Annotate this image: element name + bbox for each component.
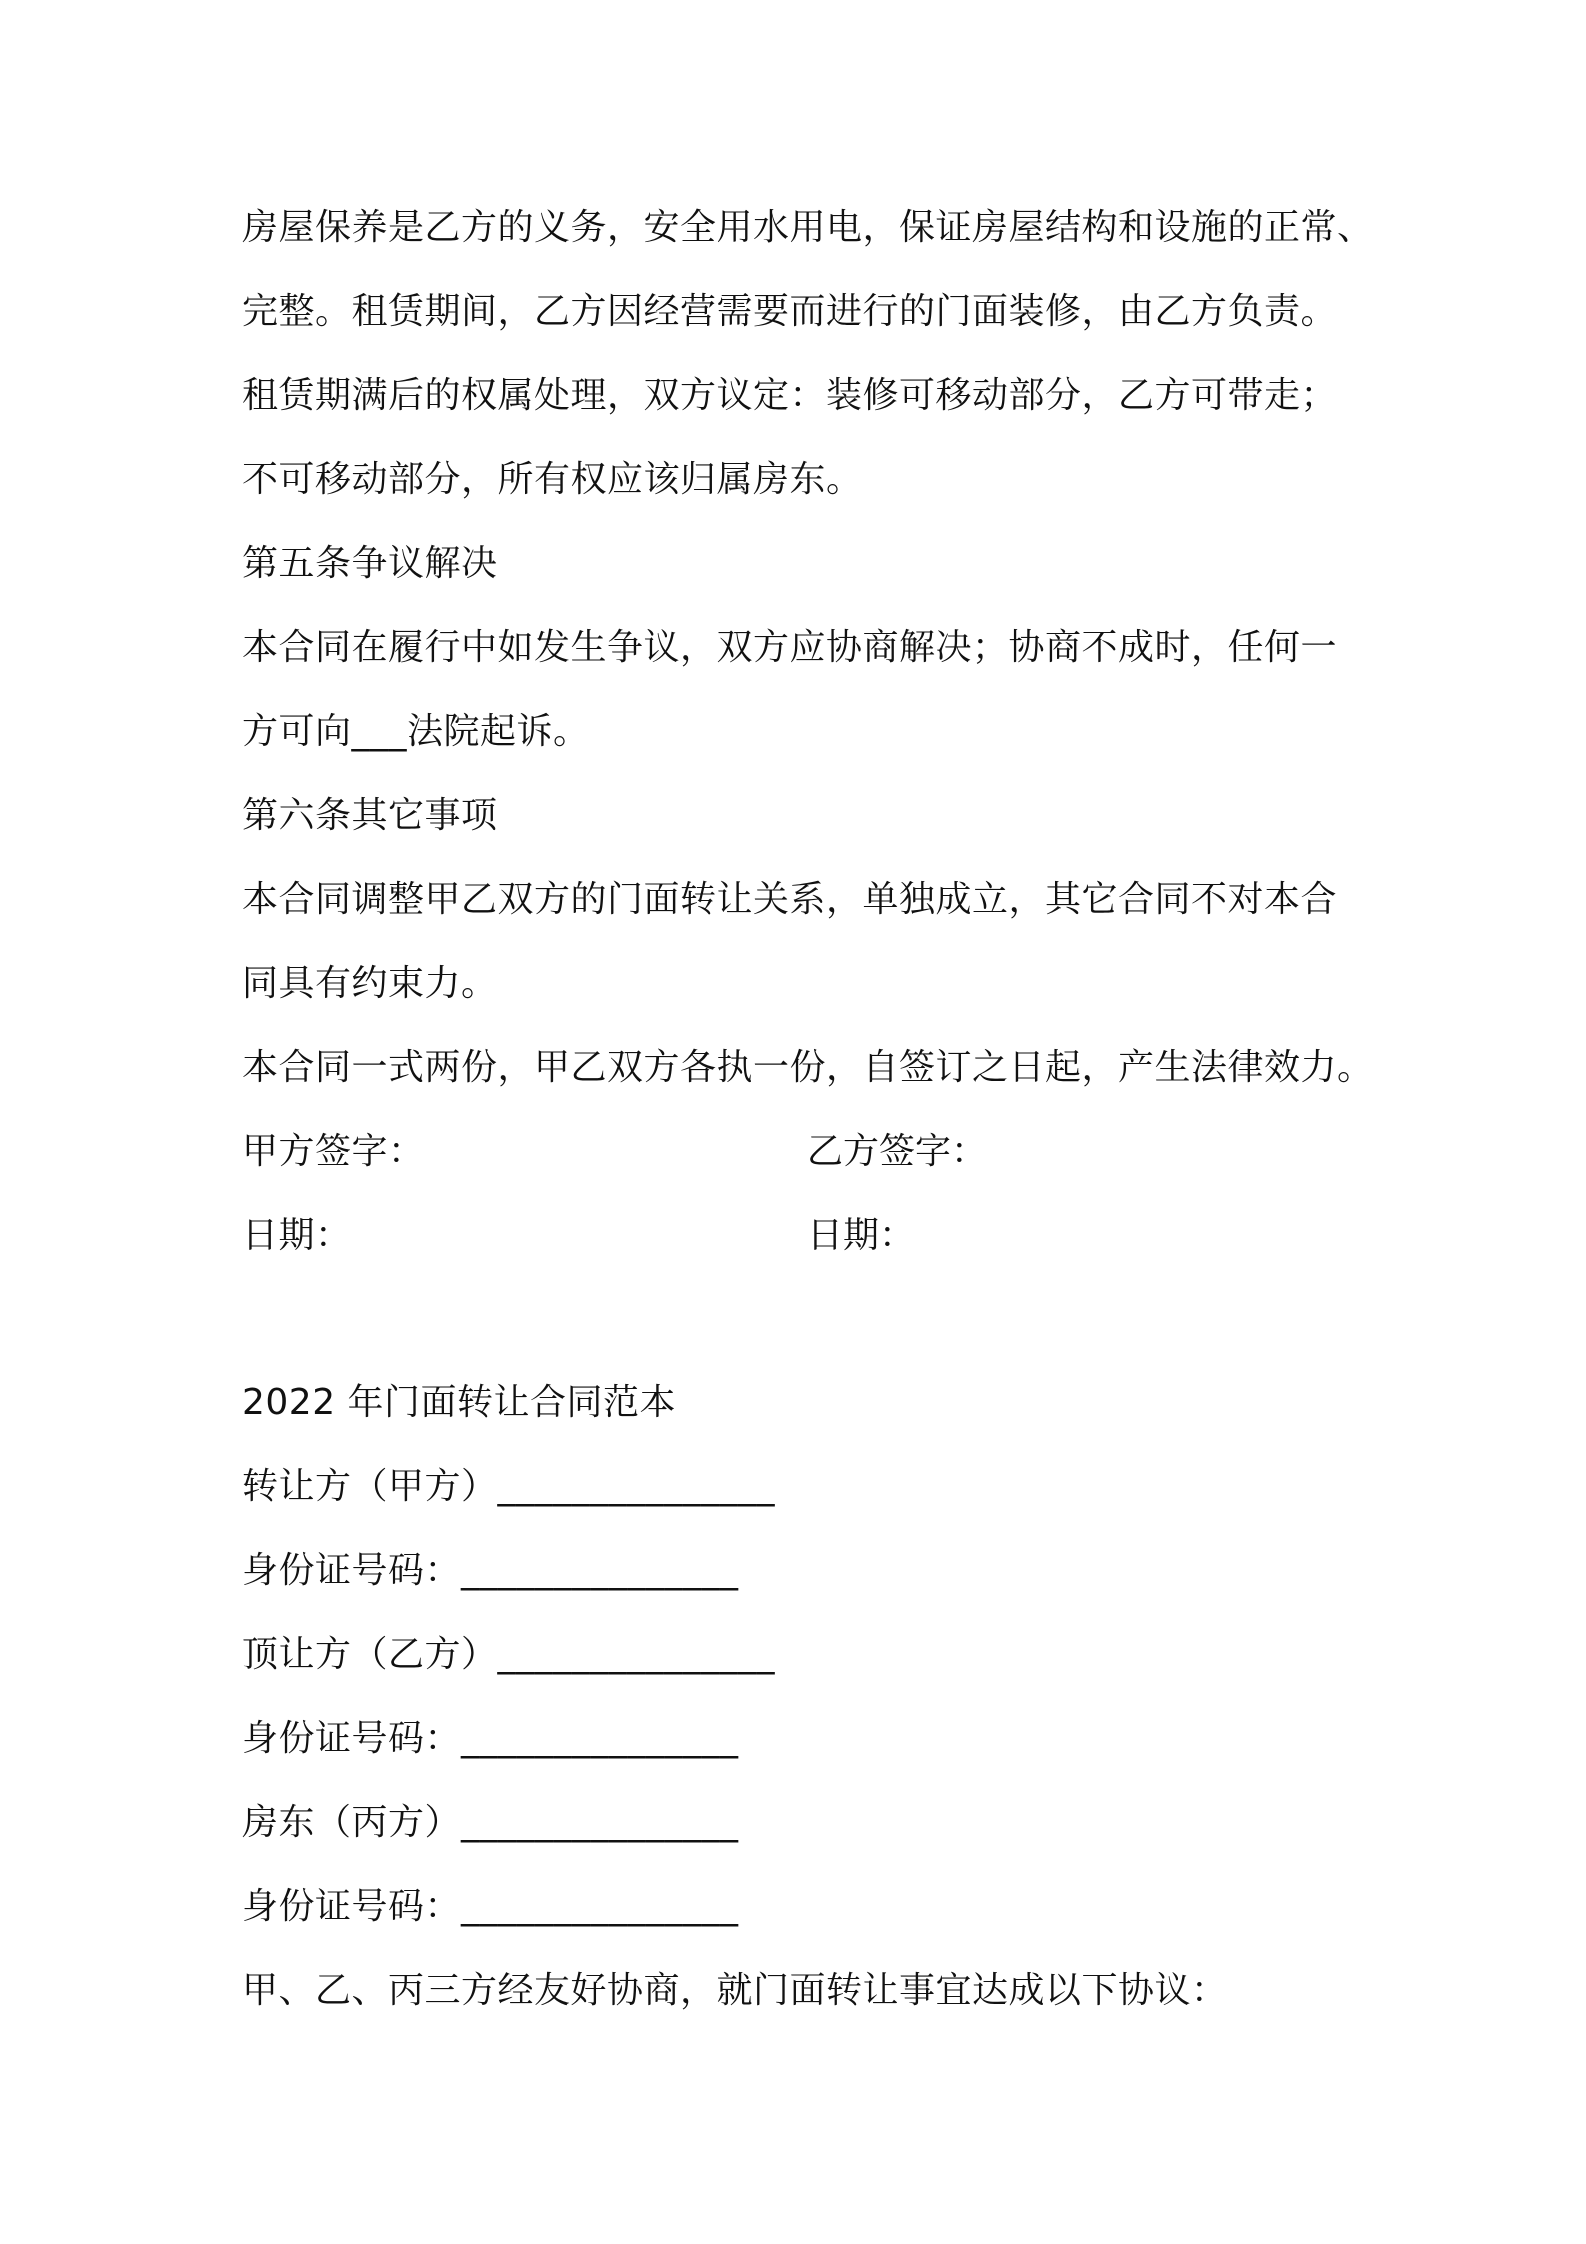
party-b-date-label: 日期：	[807, 1215, 916, 1256]
landlord-field: 房东（丙方）_______________	[242, 1802, 739, 1843]
transferor-id-field: 身份证号码：_______________	[242, 1550, 739, 1591]
paragraph-maintenance-line-1: 房屋保养是乙方的义务，安全用水用电，保证房屋结构和设施的正常、	[242, 207, 1374, 248]
paragraph-other-line-1: 本合同调整甲乙双方的门面转让关系，单独成立，其它合同不对本合	[242, 879, 1338, 920]
party-a-signature-label: 甲方签字：	[242, 1131, 425, 1172]
contract-title: 2022 年门面转让合同范本	[242, 1382, 677, 1423]
paragraph-dispute-line-2: 方可向___法院起诉。	[242, 711, 590, 752]
transferee-field: 顶让方（乙方）_______________	[242, 1634, 776, 1675]
paragraph-maintenance-line-4: 不可移动部分，所有权应该归属房东。	[242, 459, 863, 500]
paragraph-dispute-line-1: 本合同在履行中如发生争议，双方应协商解决；协商不成时，任何一	[242, 627, 1338, 668]
section-heading-dispute: 第五条争议解决	[242, 543, 498, 584]
contract-preamble: 甲、乙、丙三方经友好协商，就门面转让事宜达成以下协议：	[242, 1970, 1228, 2011]
transferor-field: 转让方（甲方）_______________	[242, 1466, 776, 1507]
party-a-date-label: 日期：	[242, 1215, 352, 1256]
paragraph-maintenance-line-2: 完整。租赁期间，乙方因经营需要而进行的门面装修，由乙方负责。	[242, 291, 1338, 332]
section-heading-other-matters: 第六条其它事项	[242, 795, 498, 836]
paragraph-effect: 本合同一式两份，甲乙双方各执一份，自签订之日起，产生法律效力。	[242, 1047, 1374, 1088]
party-b-signature-label: 乙方签字：	[807, 1131, 988, 1172]
transferee-id-field: 身份证号码：_______________	[242, 1718, 739, 1759]
paragraph-maintenance-line-3: 租赁期满后的权属处理，双方议定：装修可移动部分，乙方可带走；	[242, 375, 1338, 416]
landlord-id-field: 身份证号码：_______________	[242, 1886, 739, 1927]
paragraph-other-line-2: 同具有约束力。	[242, 963, 498, 1004]
